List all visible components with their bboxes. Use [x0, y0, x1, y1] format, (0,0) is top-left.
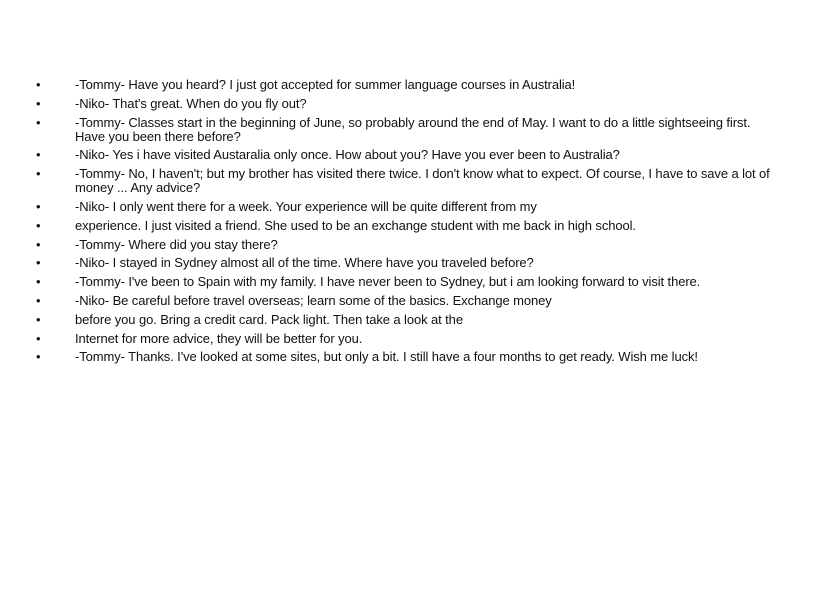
bullet-icon: • — [36, 311, 41, 327]
bullet-item — [36, 167, 776, 195]
dialogue-bullet-list — [36, 78, 776, 369]
bullet-text: -Tommy- Thanks. I've looked at some sites, but only a bit. I still have a four months to get ready. Wish me luck! — [75, 349, 698, 365]
bullet-item — [36, 313, 776, 327]
bullet-item — [36, 148, 776, 162]
bullet-icon: • — [36, 198, 41, 214]
bullet-text: -Tommy- No, I haven't; but my brother has visited there twice. I don't know what to expect. Of course, I have to save a lot of money ... Any advice? — [75, 166, 770, 196]
bullet-text: Internet for more advice, they will be better for you. — [75, 330, 363, 346]
bullet-item — [36, 350, 776, 364]
bullet-item — [36, 116, 776, 144]
bullet-text: -Tommy- Have you heard? I just got accepted for summer language courses in Australia! — [75, 77, 576, 92]
bullet-item — [36, 200, 776, 214]
bullet-text: -Niko- I only went there for a week. Your experience will be quite different from my — [75, 198, 537, 214]
bullet-text: -Niko- Be careful before travel overseas; learn some of the basics. Exchange money — [75, 292, 552, 308]
bullet-icon: • — [36, 274, 41, 290]
bullet-text: -Niko- I stayed in Sydney almost all of the time. Where have you traveled before? — [75, 255, 534, 271]
bullet-text: -Niko- Yes i have visited Austaralia only once. How about you? Have you ever been to Australia? — [75, 147, 620, 163]
bullet-item — [36, 275, 776, 289]
bullet-item — [36, 78, 776, 92]
bullet-text: -Niko- That's great. When do you fly out? — [75, 95, 307, 111]
bullet-icon: • — [36, 166, 41, 182]
bullet-text: experience. I just visited a friend. She used to be an exchange student with me back in high school. — [75, 217, 636, 233]
bullet-text: -Tommy- Classes start in the beginning of June, so probably around the end of May. I want to do a little sightseeing first. Have you been there before? — [75, 114, 751, 144]
bullet-item — [36, 219, 776, 233]
bullet-icon: • — [36, 255, 41, 271]
bullet-icon: • — [36, 95, 41, 111]
bullet-item — [36, 238, 776, 252]
bullet-icon: • — [36, 217, 41, 233]
bullet-icon: • — [36, 147, 41, 163]
bullet-icon: • — [36, 77, 41, 92]
bullet-text: -Tommy- Where did you stay there? — [75, 236, 278, 252]
bullet-item — [36, 256, 776, 270]
bullet-item — [36, 97, 776, 111]
bullet-icon: • — [36, 114, 41, 130]
bullet-text: before you go. Bring a credit card. Pack light. Then take a look at the — [75, 311, 463, 327]
bullet-text: -Tommy- I've been to Spain with my family. I have never been to Sydney, but i am looking forward to visit there. — [75, 274, 701, 290]
bullet-icon: • — [36, 349, 41, 365]
bullet-icon: • — [36, 330, 41, 346]
bullet-item — [36, 332, 776, 346]
bullet-icon: • — [36, 236, 41, 252]
bullet-item — [36, 294, 776, 308]
bullet-icon: • — [36, 292, 41, 308]
